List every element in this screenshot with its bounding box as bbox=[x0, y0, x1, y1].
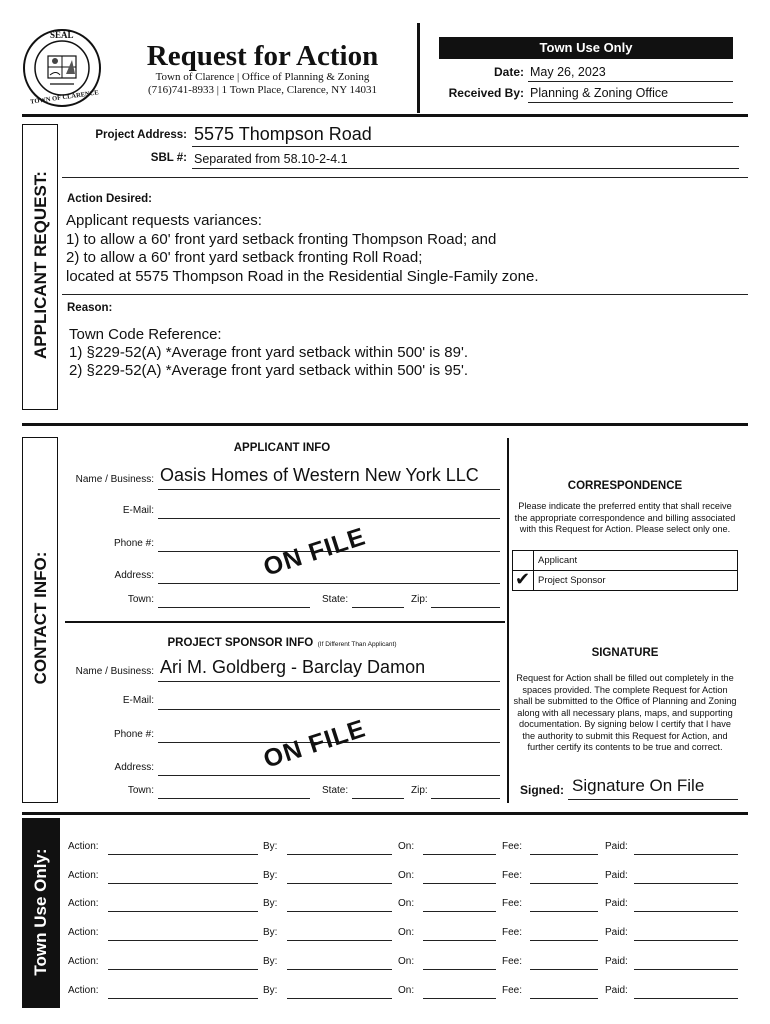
applicant-state-label: State: bbox=[322, 594, 349, 605]
action-line-2: 1) to allow a 60' front yard setback fronting Thompson Road; and bbox=[66, 230, 497, 248]
action-line-3: 2) to allow a 60' front yard setback fronting Roll Road; bbox=[66, 249, 423, 266]
seal-top-text: SEAL bbox=[50, 30, 74, 40]
sbl-label: SBL #: bbox=[150, 152, 187, 164]
option-project-sponsor[interactable] bbox=[513, 571, 737, 590]
sponsor-state-label: State: bbox=[322, 785, 349, 796]
by-label: By: bbox=[263, 841, 278, 852]
sponsor-on-file-stamp: ON FILE bbox=[260, 714, 370, 774]
on-field[interactable] bbox=[423, 854, 496, 855]
action-label: Action: bbox=[68, 870, 99, 881]
by-label: By: bbox=[263, 870, 278, 881]
fee-label: Fee: bbox=[502, 898, 523, 909]
fee-label: Fee: bbox=[502, 985, 523, 996]
seal-bottom-text: TOWN OF CLARENCE bbox=[29, 89, 100, 106]
paid-field[interactable] bbox=[634, 998, 738, 999]
contact-info-sidebar bbox=[22, 437, 58, 803]
action-top-line bbox=[62, 177, 748, 178]
contact-line: (716)741-8933 | 1 Town Place, Clarence, NY 14031 bbox=[147, 84, 378, 96]
reason-line-3: 2) §229-52(A) *Average front yard setback within 500' is 95'. bbox=[69, 362, 469, 379]
paid-label: Paid: bbox=[605, 927, 628, 938]
fee-field[interactable] bbox=[530, 883, 598, 884]
by-field[interactable] bbox=[287, 854, 392, 855]
paid-field[interactable] bbox=[634, 969, 738, 970]
project-address-value[interactable]: 5575 Thompson Road bbox=[194, 124, 372, 144]
on-field[interactable] bbox=[423, 969, 496, 970]
applicant-info-heading: APPLICANT INFO bbox=[233, 442, 331, 454]
action-field[interactable] bbox=[108, 998, 258, 999]
sbl-line bbox=[192, 168, 739, 169]
sponsor-heading-text: PROJECT SPONSOR INFO bbox=[167, 637, 314, 649]
by-label: By: bbox=[263, 927, 278, 938]
fee-field[interactable] bbox=[530, 969, 598, 970]
paid-field[interactable] bbox=[634, 854, 738, 855]
sponsor-town-label: Town: bbox=[127, 785, 154, 796]
on-label: On: bbox=[398, 985, 415, 996]
check-mark-icon: ✔ bbox=[515, 569, 531, 589]
town-use-title-bar bbox=[439, 37, 733, 59]
applicant-address-label: Address: bbox=[114, 570, 154, 581]
action-label: Action: bbox=[68, 898, 99, 909]
applicant-request-sidebar bbox=[22, 124, 58, 410]
applicant-on-file-stamp: ON FILE bbox=[260, 522, 370, 582]
applicant-zip-field[interactable] bbox=[431, 607, 500, 608]
action-line-1: Applicant requests variances: bbox=[66, 212, 262, 229]
on-field[interactable] bbox=[423, 940, 496, 941]
date-line bbox=[528, 81, 733, 82]
action-field[interactable] bbox=[108, 940, 258, 941]
applicant-sponsor-divider bbox=[65, 621, 505, 623]
fee-label: Fee: bbox=[502, 956, 523, 967]
by-field[interactable] bbox=[287, 969, 392, 970]
reason-text[interactable] bbox=[69, 326, 468, 380]
correspondence-heading: CORRESPONDENCE bbox=[567, 480, 683, 492]
reason-label: Reason: bbox=[67, 302, 113, 314]
applicant-town-label: Town: bbox=[127, 594, 154, 605]
action-field[interactable] bbox=[108, 911, 258, 912]
sponsor-zip-label: Zip: bbox=[411, 785, 428, 796]
section-divider-3 bbox=[22, 812, 748, 815]
applicant-zip-label: Zip: bbox=[411, 594, 428, 605]
paid-label: Paid: bbox=[605, 956, 628, 967]
paid-label: Paid: bbox=[605, 841, 628, 852]
by-field[interactable] bbox=[287, 883, 392, 884]
on-field[interactable] bbox=[423, 998, 496, 999]
option-applicant[interactable] bbox=[513, 551, 737, 571]
town-use-only-label: Town Use Only: bbox=[31, 848, 50, 976]
sponsor-info-heading bbox=[62, 633, 502, 651]
sponsor-address-label: Address: bbox=[114, 762, 154, 773]
by-field[interactable] bbox=[287, 998, 392, 999]
fee-label: Fee: bbox=[502, 841, 523, 852]
action-label: Action: bbox=[68, 927, 99, 938]
sponsor-name-label: Name / Business: bbox=[75, 666, 154, 677]
applicant-request-label: APPLICANT REQUEST: bbox=[31, 171, 50, 359]
action-field[interactable] bbox=[108, 883, 258, 884]
paid-field[interactable] bbox=[634, 883, 738, 884]
action-field[interactable] bbox=[108, 969, 258, 970]
on-label: On: bbox=[398, 898, 415, 909]
action-desired-text[interactable] bbox=[66, 212, 539, 286]
applicant-address-field[interactable] bbox=[158, 583, 500, 584]
sponsor-state-field[interactable] bbox=[352, 798, 404, 799]
reason-divider bbox=[62, 294, 748, 295]
on-label: On: bbox=[398, 841, 415, 852]
contact-column-divider bbox=[507, 438, 509, 803]
sponsor-email-label: E-Mail: bbox=[122, 695, 154, 706]
applicant-name-value[interactable]: Oasis Homes of Western New York LLC bbox=[160, 465, 479, 485]
action-label: Action: bbox=[68, 985, 99, 996]
on-label: On: bbox=[398, 870, 415, 881]
signature-line bbox=[568, 799, 738, 800]
by-label: By: bbox=[263, 985, 278, 996]
signature-text: Request for Action shall be filled out completely in the spaces provided. The complete Request for Action shall be submitted to the Office of Planning and Zoning along with all necessary plans, maps, and supporting documentation. By signing below I certify that I have the authority to submit this Request for Action, and further certify its contents to be true and correct. bbox=[513, 673, 737, 752]
sponsor-town-field[interactable] bbox=[158, 798, 310, 799]
correspondence-instructions: Please indicate the preferred entity that shall receive the appropriate correspondence and billing associated with this Request for Action. Please select only one. bbox=[514, 501, 736, 534]
section-divider-1 bbox=[22, 114, 748, 117]
project-address-label: Project Address: bbox=[95, 129, 187, 141]
paid-field[interactable] bbox=[634, 911, 738, 912]
action-label: Action: bbox=[68, 956, 99, 967]
paid-label: Paid: bbox=[605, 985, 628, 996]
paid-field[interactable] bbox=[634, 940, 738, 941]
sponsor-zip-field[interactable] bbox=[431, 798, 500, 799]
received-by-value[interactable]: Planning & Zoning Office bbox=[530, 86, 669, 100]
signed-label: Signed: bbox=[520, 783, 564, 797]
fee-label: Fee: bbox=[502, 927, 523, 938]
date-value[interactable]: May 26, 2023 bbox=[530, 65, 606, 79]
paid-label: Paid: bbox=[605, 870, 628, 881]
on-label: On: bbox=[398, 927, 415, 938]
paid-label: Paid: bbox=[605, 898, 628, 909]
action-line-4: located at 5575 Thompson Road in the Residential Single-Family zone. bbox=[66, 267, 539, 285]
section-divider-2 bbox=[22, 423, 748, 426]
applicant-checkbox[interactable] bbox=[513, 551, 534, 571]
applicant-town-field[interactable] bbox=[158, 607, 310, 608]
action-field[interactable] bbox=[108, 854, 258, 855]
applicant-option-label: Applicant bbox=[538, 555, 578, 566]
by-field[interactable] bbox=[287, 940, 392, 941]
applicant-email-label: E-Mail: bbox=[122, 505, 154, 516]
date-label: Date: bbox=[493, 65, 524, 79]
fee-field[interactable] bbox=[530, 911, 598, 912]
sponsor-phone-label: Phone #: bbox=[113, 729, 154, 740]
sponsor-address-field[interactable] bbox=[158, 775, 500, 776]
header-divider bbox=[417, 23, 420, 113]
page-title: Request for Action bbox=[146, 40, 379, 72]
applicant-name-line bbox=[158, 489, 500, 490]
received-by-line bbox=[528, 102, 733, 103]
applicant-phone-label: Phone #: bbox=[113, 538, 154, 549]
project-sponsor-option-label: Project Sponsor bbox=[538, 575, 606, 586]
action-desired-label: Action Desired: bbox=[67, 193, 152, 205]
sbl-value[interactable]: Separated from 58.10-2-4.1 bbox=[194, 152, 348, 166]
town-seal bbox=[22, 28, 102, 108]
signed-value[interactable]: Signature On File bbox=[572, 776, 705, 795]
sponsor-name-line bbox=[158, 681, 500, 682]
signature-heading: SIGNATURE bbox=[591, 647, 659, 659]
correspondence-options bbox=[512, 550, 738, 591]
sponsor-heading-note: (If Different Than Applicant) bbox=[317, 641, 397, 648]
office-line: Town of Clarence | Office of Planning & Zoning bbox=[155, 71, 370, 83]
reason-line-1: Town Code Reference: bbox=[69, 326, 222, 343]
project-sponsor-checkbox[interactable] bbox=[513, 571, 534, 590]
sponsor-email-field[interactable] bbox=[158, 709, 500, 710]
fee-field[interactable] bbox=[530, 998, 598, 999]
fee-field[interactable] bbox=[530, 854, 598, 855]
on-field[interactable] bbox=[423, 883, 496, 884]
applicant-email-field[interactable] bbox=[158, 518, 500, 519]
applicant-name-label: Name / Business: bbox=[75, 474, 154, 485]
town-use-title: Town Use Only bbox=[539, 40, 633, 55]
contact-info-label: CONTACT INFO: bbox=[31, 551, 50, 685]
reason-line-2: 1) §229-52(A) *Average front yard setback within 500' is 89'. bbox=[69, 344, 469, 361]
fee-label: Fee: bbox=[502, 870, 523, 881]
sponsor-name-value[interactable]: Ari M. Goldberg - Barclay Damon bbox=[160, 657, 426, 677]
received-by-label: Received By: bbox=[448, 86, 524, 100]
action-label: Action: bbox=[68, 841, 99, 852]
by-label: By: bbox=[263, 956, 278, 967]
by-field[interactable] bbox=[287, 911, 392, 912]
fee-field[interactable] bbox=[530, 940, 598, 941]
town-use-only-sidebar bbox=[22, 818, 60, 1008]
project-address-line bbox=[192, 146, 739, 147]
by-label: By: bbox=[263, 898, 278, 909]
on-label: On: bbox=[398, 956, 415, 967]
on-field[interactable] bbox=[423, 911, 496, 912]
applicant-state-field[interactable] bbox=[352, 607, 404, 608]
